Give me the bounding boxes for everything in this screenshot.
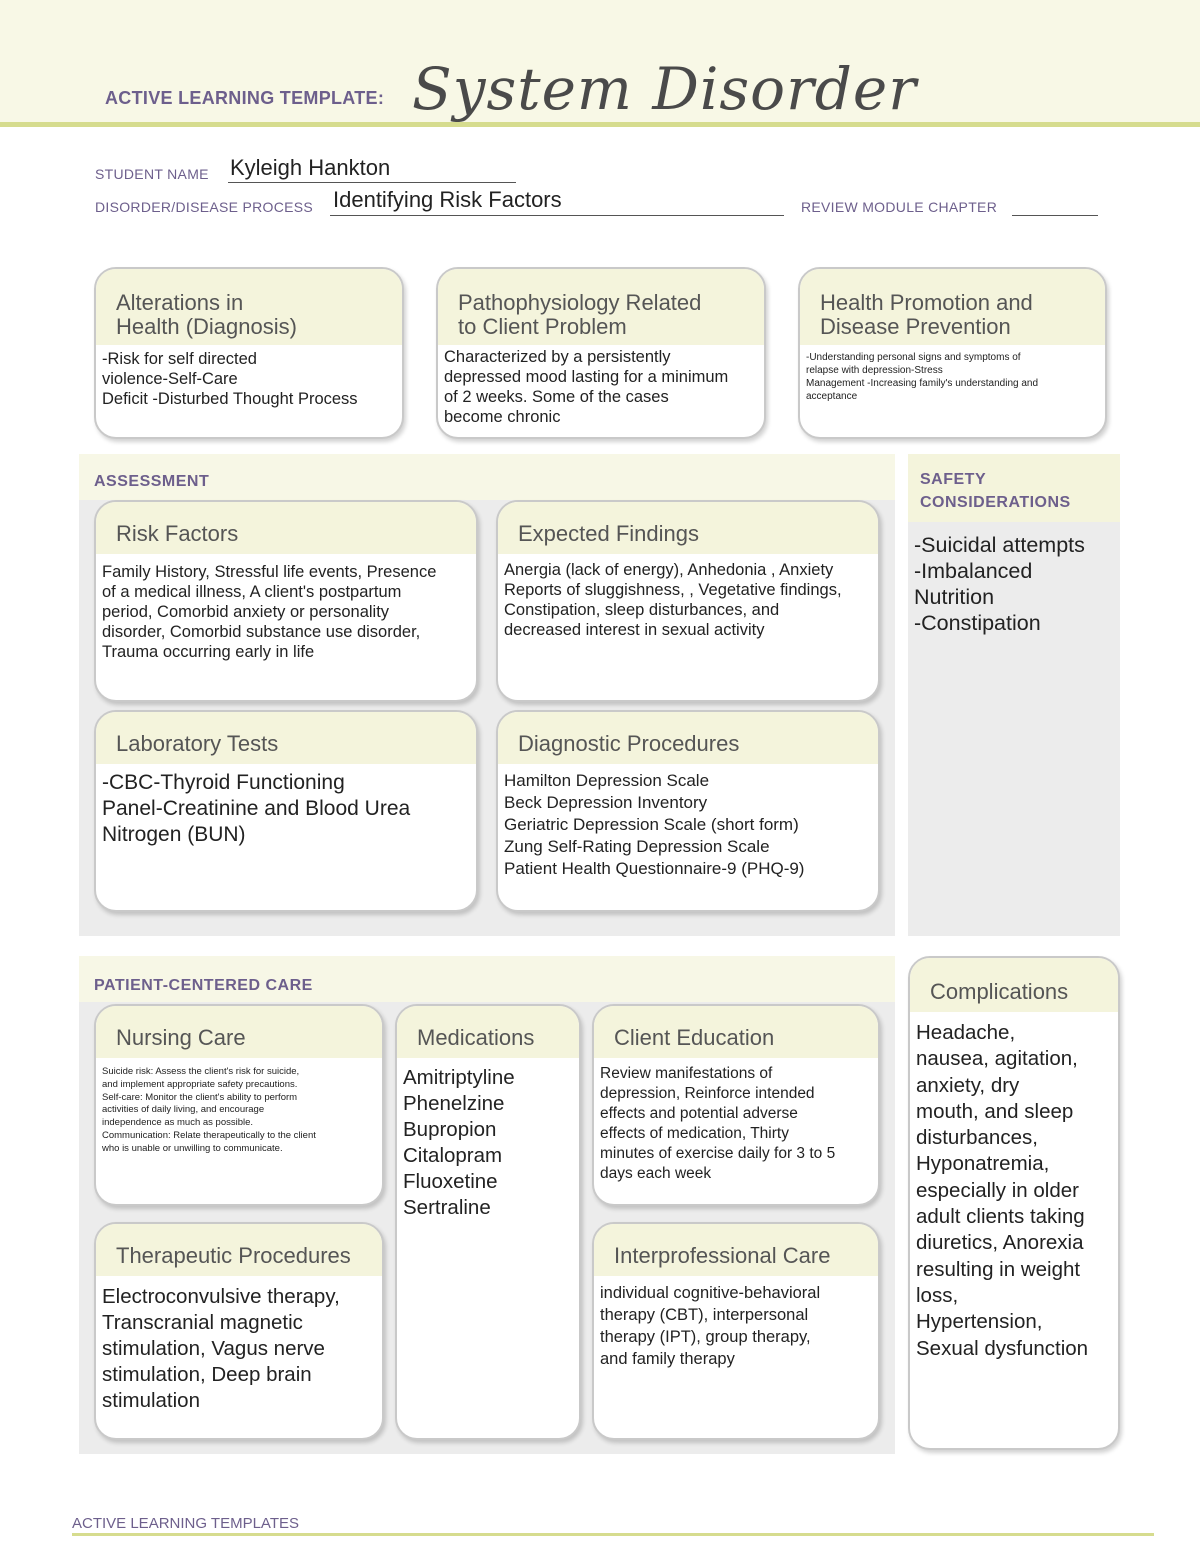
risk-factors-title: Risk Factors xyxy=(96,502,476,554)
text-line: violence-Self-Care xyxy=(102,370,238,388)
text-line: and family therapy xyxy=(600,1350,735,1368)
medication-item: Citalopram xyxy=(403,1144,503,1167)
interprofessional-care-box xyxy=(592,1222,880,1440)
text-line: Deficit -Disturbed Thought Process xyxy=(102,390,358,408)
review-module-label: REVIEW MODULE CHAPTER xyxy=(801,199,998,215)
text-line: Communication: Relate therapeutically to the client xyxy=(102,1129,316,1141)
safety-title-line: CONSIDERATIONS xyxy=(920,494,1071,511)
complications-box xyxy=(908,956,1120,1450)
pathophysiology-title xyxy=(438,269,764,345)
expected-findings-box xyxy=(496,500,880,702)
medication-item: Fluoxetine xyxy=(403,1170,498,1193)
text-line: disturbances, xyxy=(916,1126,1038,1150)
client-education-box xyxy=(592,1004,880,1206)
text-line: and implement appropriate safety precautions. xyxy=(102,1078,298,1090)
review-module-field[interactable] xyxy=(1012,215,1098,216)
text-line: Reports of sluggishness, , Vegetative findings, xyxy=(504,581,842,599)
interprofessional-care-body xyxy=(594,1276,878,1370)
health-promotion-box xyxy=(798,267,1107,439)
laboratory-tests-body xyxy=(96,764,476,848)
text-line: activities of daily living, and encourage xyxy=(102,1104,265,1116)
text-line: of 2 weeks. Some of the cases xyxy=(444,388,669,406)
text-line: Panel-Creatinine and Blood Urea xyxy=(102,797,411,820)
text-line: resulting in weight xyxy=(916,1257,1081,1281)
text-line: depression, Reinforce intended xyxy=(600,1085,815,1102)
text-line: disorder, Comorbid substance use disorder, xyxy=(102,623,421,641)
text-line: effects and potential adverse xyxy=(600,1105,798,1122)
text-line: acceptance xyxy=(806,391,858,402)
alterations-title-line: Health (Diagnosis) xyxy=(116,314,297,339)
footer-text: ACTIVE LEARNING TEMPLATES xyxy=(72,1515,299,1532)
text-line: Family History, Stressful life events, Presence xyxy=(102,563,437,581)
text-line: Characterized by a persistently xyxy=(444,348,671,366)
alterations-title xyxy=(96,269,402,345)
text-line: Electroconvulsive therapy, xyxy=(102,1285,340,1308)
medications-title: Medications xyxy=(397,1006,579,1058)
assessment-heading: ASSESSMENT xyxy=(94,473,210,490)
student-name-line xyxy=(228,182,516,183)
pathophysiology-box xyxy=(436,267,766,439)
alterations-title-line: Alterations in xyxy=(116,290,244,315)
expected-findings-title: Expected Findings xyxy=(498,502,878,554)
client-education-body xyxy=(594,1058,878,1184)
text-line: Hyponatremia, xyxy=(916,1152,1050,1176)
health-promotion-title-line: Health Promotion and xyxy=(820,290,1033,315)
pathophysiology-title-line: Pathophysiology Related xyxy=(458,290,702,315)
text-line: Review manifestations of xyxy=(600,1065,773,1082)
complications-title: Complications xyxy=(910,958,1118,1012)
laboratory-tests-title: Laboratory Tests xyxy=(96,712,476,764)
student-name-label: STUDENT NAME xyxy=(95,166,209,182)
text-line: Self-care: Monitor the client's ability to perform xyxy=(102,1091,298,1103)
text-line: -Risk for self directed xyxy=(102,350,257,368)
medication-item: Sertraline xyxy=(403,1196,491,1219)
therapeutic-procedures-title: Therapeutic Procedures xyxy=(96,1224,382,1276)
text-line: Trauma occurring early in life xyxy=(102,643,315,661)
alterations-body xyxy=(96,345,402,409)
student-name-field[interactable]: Kyleigh Hankton xyxy=(230,155,391,180)
text-line: loss, xyxy=(916,1283,959,1307)
text-line: Sexual dysfunction xyxy=(916,1336,1089,1360)
footer-rule xyxy=(72,1533,1154,1536)
text-line: adult clients taking xyxy=(916,1205,1085,1229)
text-line: Transcranial magnetic xyxy=(102,1311,303,1334)
medication-item: Bupropion xyxy=(403,1118,497,1141)
disorder-line xyxy=(330,215,784,216)
text-line: -Imbalanced xyxy=(914,559,1033,583)
health-promotion-body xyxy=(800,345,1105,403)
medication-item: Phenelzine xyxy=(403,1092,505,1115)
therapeutic-procedures-body xyxy=(96,1276,382,1414)
text-line: -Understanding personal signs and symptoms of xyxy=(806,352,1021,363)
text-line: Nitrogen (BUN) xyxy=(102,823,246,846)
nursing-care-body xyxy=(96,1058,382,1156)
text-line: therapy (CBT), interpersonal xyxy=(600,1306,809,1324)
text-line: diuretics, Anorexia xyxy=(916,1231,1084,1255)
text-line: independence as much as possible. xyxy=(102,1117,254,1129)
text-line: become chronic xyxy=(444,408,561,426)
text-line: especially in older xyxy=(916,1178,1079,1202)
text-line: Zung Self-Rating Depression Scale xyxy=(504,837,770,856)
text-line: Hamilton Depression Scale xyxy=(504,771,710,790)
text-line: -CBC-Thyroid Functioning xyxy=(102,771,345,794)
text-line: Constipation, sleep disturbances, and xyxy=(504,601,780,619)
text-line: of a medical illness, A client's postpartum xyxy=(102,583,402,601)
text-line: Suicide risk: Assess the client's risk for suicide, xyxy=(102,1066,300,1077)
text-line: Anergia (lack of energy), Anhedonia , Anxiety xyxy=(504,561,834,579)
text-line: Hypertension, xyxy=(916,1310,1043,1334)
text-line: Management -Increasing family's understanding and xyxy=(806,378,1039,389)
text-line: Beck Depression Inventory xyxy=(504,793,708,812)
text-line: period, Comorbid anxiety or personality xyxy=(102,603,390,621)
pathophysiology-title-line: to Client Problem xyxy=(458,314,627,339)
pathophysiology-body xyxy=(438,345,764,427)
text-line: Geriatric Depression Scale (short form) xyxy=(504,815,799,834)
text-line: -Constipation xyxy=(914,611,1041,635)
text-line: relapse with depression-Stress xyxy=(806,365,943,376)
diagnostic-procedures-body xyxy=(498,764,878,880)
text-line: who is unable or unwilling to communicate. xyxy=(102,1142,283,1154)
text-line: days each week xyxy=(600,1165,712,1182)
text-line: effects of medication, Thirty xyxy=(600,1125,789,1142)
text-line: stimulation xyxy=(102,1389,200,1412)
text-line: depressed mood lasting for a minimum xyxy=(444,368,729,386)
risk-factors-body xyxy=(96,554,476,662)
health-promotion-title xyxy=(800,269,1105,345)
disorder-label: DISORDER/DISEASE PROCESS xyxy=(95,199,314,215)
diagnostic-procedures-title: Diagnostic Procedures xyxy=(498,712,878,764)
text-line: decreased interest in sexual activity xyxy=(504,621,765,639)
text-line: individual cognitive-behavioral xyxy=(600,1284,821,1302)
text-line: -Suicidal attempts xyxy=(914,533,1085,557)
therapeutic-procedures-box xyxy=(94,1222,384,1440)
safety-body xyxy=(908,522,1120,636)
health-promotion-title-line: Disease Prevention xyxy=(820,314,1011,339)
expected-findings-body xyxy=(498,554,878,640)
text-line: stimulation, Deep brain xyxy=(102,1363,312,1386)
text-line: anxiety, dry xyxy=(916,1073,1020,1097)
client-education-title: Client Education xyxy=(594,1006,878,1058)
text-line: nausea, agitation, xyxy=(916,1047,1078,1071)
text-line: Patient Health Questionnaire-9 (PHQ-9) xyxy=(504,859,805,878)
medications-body xyxy=(397,1058,579,1221)
medications-box xyxy=(395,1004,581,1440)
text-line: stimulation, Vagus nerve xyxy=(102,1337,325,1360)
disorder-field[interactable]: Identifying Risk Factors xyxy=(333,187,562,212)
patient-care-heading: PATIENT-CENTERED CARE xyxy=(94,977,313,994)
text-line: mouth, and sleep xyxy=(916,1099,1074,1123)
diagnostic-procedures-box xyxy=(496,710,880,912)
text-line: therapy (IPT), group therapy, xyxy=(600,1328,811,1346)
text-line: minutes of exercise daily for 3 to 5 xyxy=(600,1145,836,1162)
alterations-box xyxy=(94,267,404,439)
nursing-care-title: Nursing Care xyxy=(96,1006,382,1058)
laboratory-tests-box xyxy=(94,710,478,912)
risk-factors-box xyxy=(94,500,478,702)
safety-title xyxy=(908,454,1120,522)
nursing-care-box xyxy=(94,1004,384,1206)
safety-section xyxy=(908,454,1120,936)
complications-body xyxy=(910,1012,1118,1362)
text-line: Nutrition xyxy=(914,585,995,609)
safety-title-line: SAFETY xyxy=(920,471,987,488)
interprofessional-care-title: Interprofessional Care xyxy=(594,1224,878,1276)
template-label: ACTIVE LEARNING TEMPLATE: xyxy=(105,88,385,108)
template-title: System Disorder xyxy=(412,55,917,123)
text-line: Headache, xyxy=(916,1021,1016,1044)
medication-item: Amitriptyline xyxy=(403,1066,515,1089)
